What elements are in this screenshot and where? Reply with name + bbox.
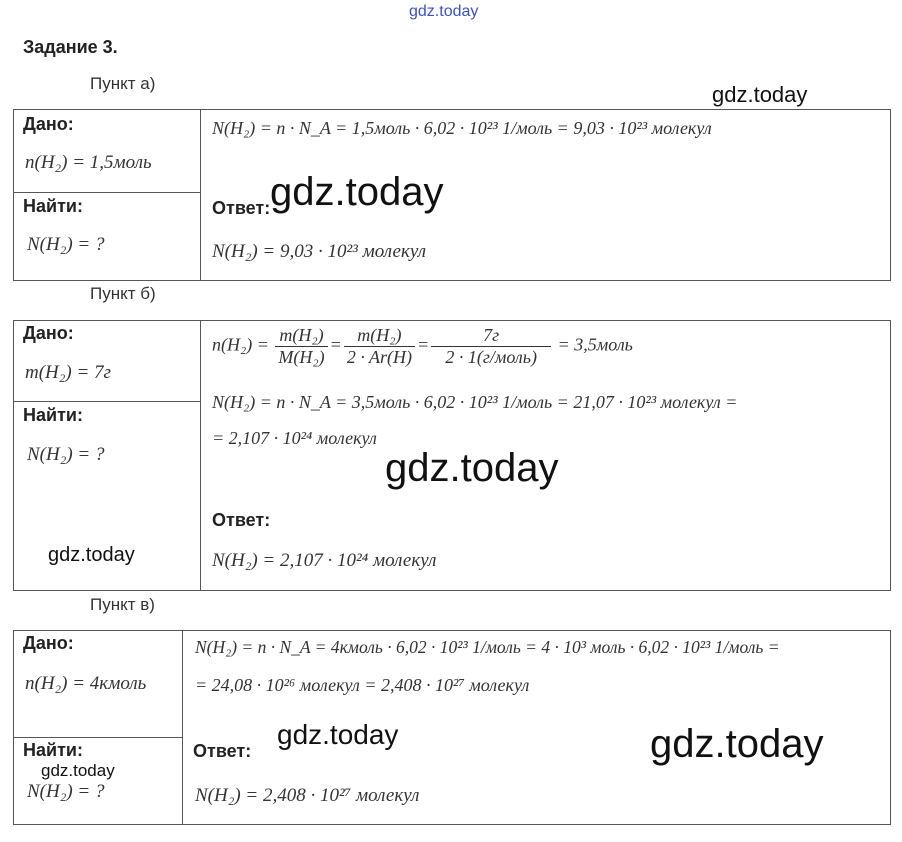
part-a-given-separator bbox=[13, 192, 201, 193]
part-c-find-label: Найти: bbox=[23, 740, 83, 760]
fraction-1-denominator: M(H₂) bbox=[278, 347, 325, 367]
fraction-2-numerator: m(H₂) bbox=[344, 325, 415, 347]
watermark-a-big: gdz.today bbox=[270, 170, 444, 214]
part-c-given-label: Дано: bbox=[23, 633, 74, 653]
part-b-line1-start: n(H₂) = bbox=[212, 334, 269, 355]
part-b-line1-end: = 3,5моль bbox=[557, 334, 633, 355]
site-watermark-top: gdz.today bbox=[409, 3, 479, 20]
watermark-c-small: gdz.today bbox=[41, 761, 115, 780]
part-c-divider bbox=[182, 630, 183, 825]
part-c-given-value: n(H₂) = 4кмоль bbox=[25, 673, 147, 694]
part-b-heading: Пункт б) bbox=[90, 284, 156, 303]
part-b-divider bbox=[200, 320, 201, 591]
part-b-moles-equation: n(H₂) = $\frac{\text{m(H₂)}}{\text{M(H₂)}}$ = $\frac{\text{m(H₂)}}{2 \cdot Ar(H)}$ = $\frac{7г}{\text{2 · 1(г/моль)}}$ = 3,5моль bbox=[212, 325, 633, 367]
fraction-3 bbox=[431, 325, 551, 368]
part-b-line3: = 2,107 · 10²⁴ молекул bbox=[212, 428, 377, 448]
task-title: Задание 3. bbox=[23, 37, 118, 57]
part-b-find-label: Найти: bbox=[23, 405, 83, 425]
part-b-line2: N(H₂) = n · N_A = 3,5моль · 6,02 · 10²³ 1/моль = 21,07 · 10²³ молекул = bbox=[212, 392, 738, 412]
part-a-answer-value: N(H₂) = 9,03 · 10²³ молекул bbox=[212, 241, 427, 262]
watermark-c-big: gdz.today bbox=[650, 722, 824, 766]
part-c-answer-label: Ответ: bbox=[193, 741, 252, 761]
part-b-answer-label: Ответ: bbox=[212, 510, 271, 530]
fraction-2-denominator: 2 · Ar(H) bbox=[346, 347, 412, 367]
part-b-given-label: Дано: bbox=[23, 323, 74, 343]
part-a-find-label: Найти: bbox=[23, 196, 83, 216]
fraction-3-denominator: 2 · 1(г/моль) bbox=[445, 347, 537, 367]
part-a-given-label: Дано: bbox=[23, 114, 74, 134]
part-c-line2: = 24,08 · 10²⁶ молекул = 2,408 · 10²⁷ молекул bbox=[195, 675, 530, 695]
part-c-given-separator bbox=[13, 737, 183, 738]
part-b-answer-value: N(H₂) = 2,107 · 10²⁴ молекул bbox=[212, 550, 437, 571]
part-b-find-value: N(H₂) = ? bbox=[27, 444, 105, 465]
part-c-line1: N(H₂) = n · N_A = 4кмоль · 6,02 · 10²³ 1/моль = 4 · 10³ моль · 6,02 · 10²³ 1/моль = bbox=[195, 637, 780, 657]
part-c-find-value: N(H₂) = ? bbox=[27, 781, 105, 802]
part-a-find-value: N(H₂) = ? bbox=[27, 234, 105, 255]
watermark-a-corner: gdz.today bbox=[712, 82, 808, 107]
part-b-given-value: m(H₂) = 7г bbox=[25, 362, 111, 383]
fraction-2 bbox=[344, 325, 415, 368]
watermark-b-small: gdz.today bbox=[48, 544, 135, 566]
part-a-solution: N(H₂) = n · N_A = 1,5моль · 6,02 · 10²³ 1/моль = 9,03 · 10²³ молекул bbox=[212, 118, 712, 138]
part-a-given-value: n(H₂) = 1,5моль bbox=[25, 152, 152, 173]
watermark-c-mid: gdz.today bbox=[277, 719, 399, 750]
part-c-answer-value: N(H₂) = 2,408 · 10²⁷ молекул bbox=[195, 785, 420, 806]
watermark-b-big: gdz.today bbox=[385, 446, 559, 490]
part-c-heading: Пункт в) bbox=[90, 595, 155, 614]
fraction-1-numerator: m(H₂) bbox=[275, 325, 327, 347]
part-b-given-separator bbox=[13, 401, 201, 402]
part-a-heading: Пункт а) bbox=[90, 74, 156, 93]
fraction-1 bbox=[275, 325, 327, 368]
part-a-divider bbox=[200, 109, 201, 281]
fraction-3-numerator: 7г bbox=[431, 325, 551, 347]
part-a-answer-label: Ответ: bbox=[212, 198, 271, 218]
